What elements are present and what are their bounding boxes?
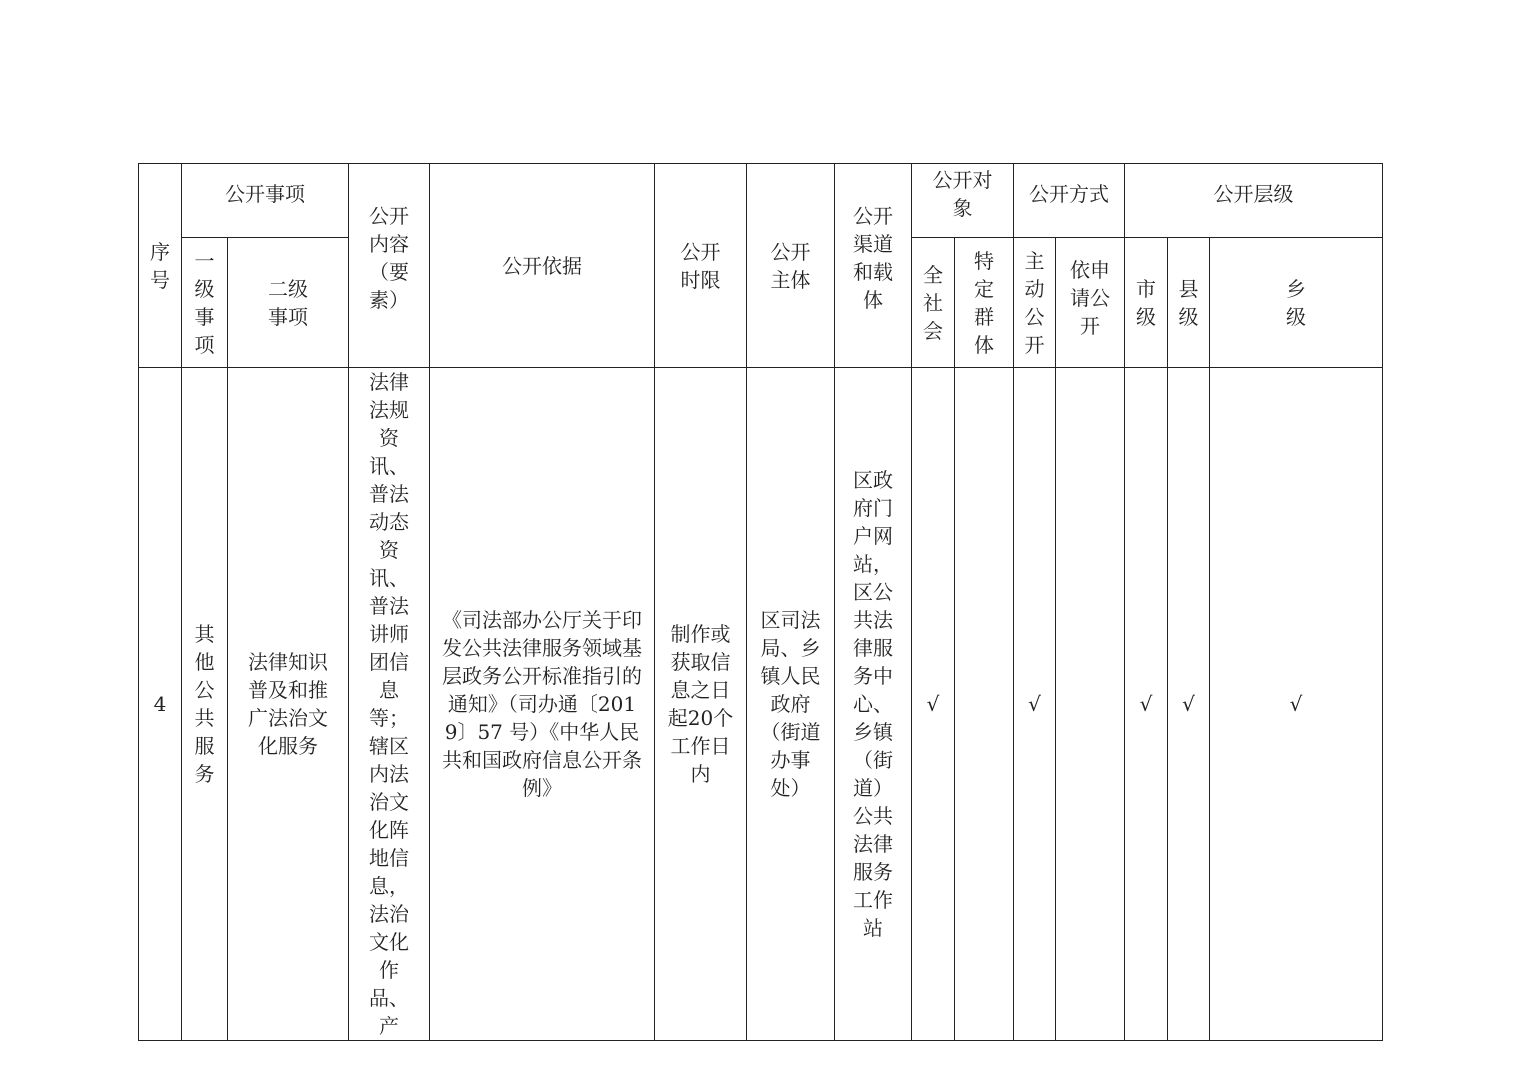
header-level-town: 乡级 <box>1210 238 1383 368</box>
header-level-city: 市级 <box>1125 238 1168 368</box>
cell-time-limit: 制作或获取信息之日起20个工作日内 <box>655 368 747 1041</box>
cell-level-town: √ <box>1210 368 1383 1041</box>
cell-method-active: √ <box>1014 368 1056 1041</box>
header-level: 公开层级 <box>1125 164 1383 238</box>
cell-method-request <box>1056 368 1125 1041</box>
header-level-county: 县级 <box>1168 238 1210 368</box>
disclosure-table <box>138 163 1383 1041</box>
header-target-all: 全社会 <box>912 238 955 368</box>
header-method: 公开方式 <box>1014 164 1125 238</box>
header-level2: 二级事项 <box>228 238 349 368</box>
header-basis: 公开依据 <box>430 164 655 368</box>
cell-level2: 法律知识普及和推广法治文化服务 <box>228 368 349 1041</box>
cell-channel: 区政府门户网站，区公共法律服务中心、乡镇（街道）公共法律服务工作站 <box>835 368 912 1041</box>
cell-basis: 《司法部办公厅关于印发公共法律服务领域基层政务公开标准指引的通知》（司办通〔2019〕57 号）《中华人民共和国政府信息公开条例》 <box>430 368 655 1041</box>
cell-level1: 其他公共服务 <box>182 368 228 1041</box>
header-subject: 公开主体 <box>747 164 835 368</box>
cell-content: 法律法规资讯、普法动态资讯、普法讲师团信息等；辖区内法治文化阵地信息，法治文化作品、产 <box>349 368 430 1041</box>
header-channel: 公开渠道和载体 <box>835 164 912 368</box>
header-content: 公开内容（要素） <box>349 164 430 368</box>
header-time-limit: 公开时限 <box>655 164 747 368</box>
table-row <box>139 368 1383 1041</box>
cell-seq: 4 <box>139 368 182 1041</box>
header-level1: 一级事项 <box>182 238 228 368</box>
cell-target-all: √ <box>912 368 955 1041</box>
header-seq: 序号 <box>139 164 182 368</box>
header-method-active: 主动公开 <box>1014 238 1056 368</box>
header-target: 公开对象 <box>912 164 1014 238</box>
cell-subject: 区司法局、乡镇人民政府（街道办事处） <box>747 368 835 1041</box>
cell-target-specific <box>955 368 1014 1041</box>
header-item: 公开事项 <box>182 164 349 238</box>
header-method-request: 依申请公开 <box>1056 238 1125 368</box>
cell-level-city: √ <box>1125 368 1168 1041</box>
header-target-specific: 特定群体 <box>955 238 1014 368</box>
cell-level-county: √ <box>1168 368 1210 1041</box>
